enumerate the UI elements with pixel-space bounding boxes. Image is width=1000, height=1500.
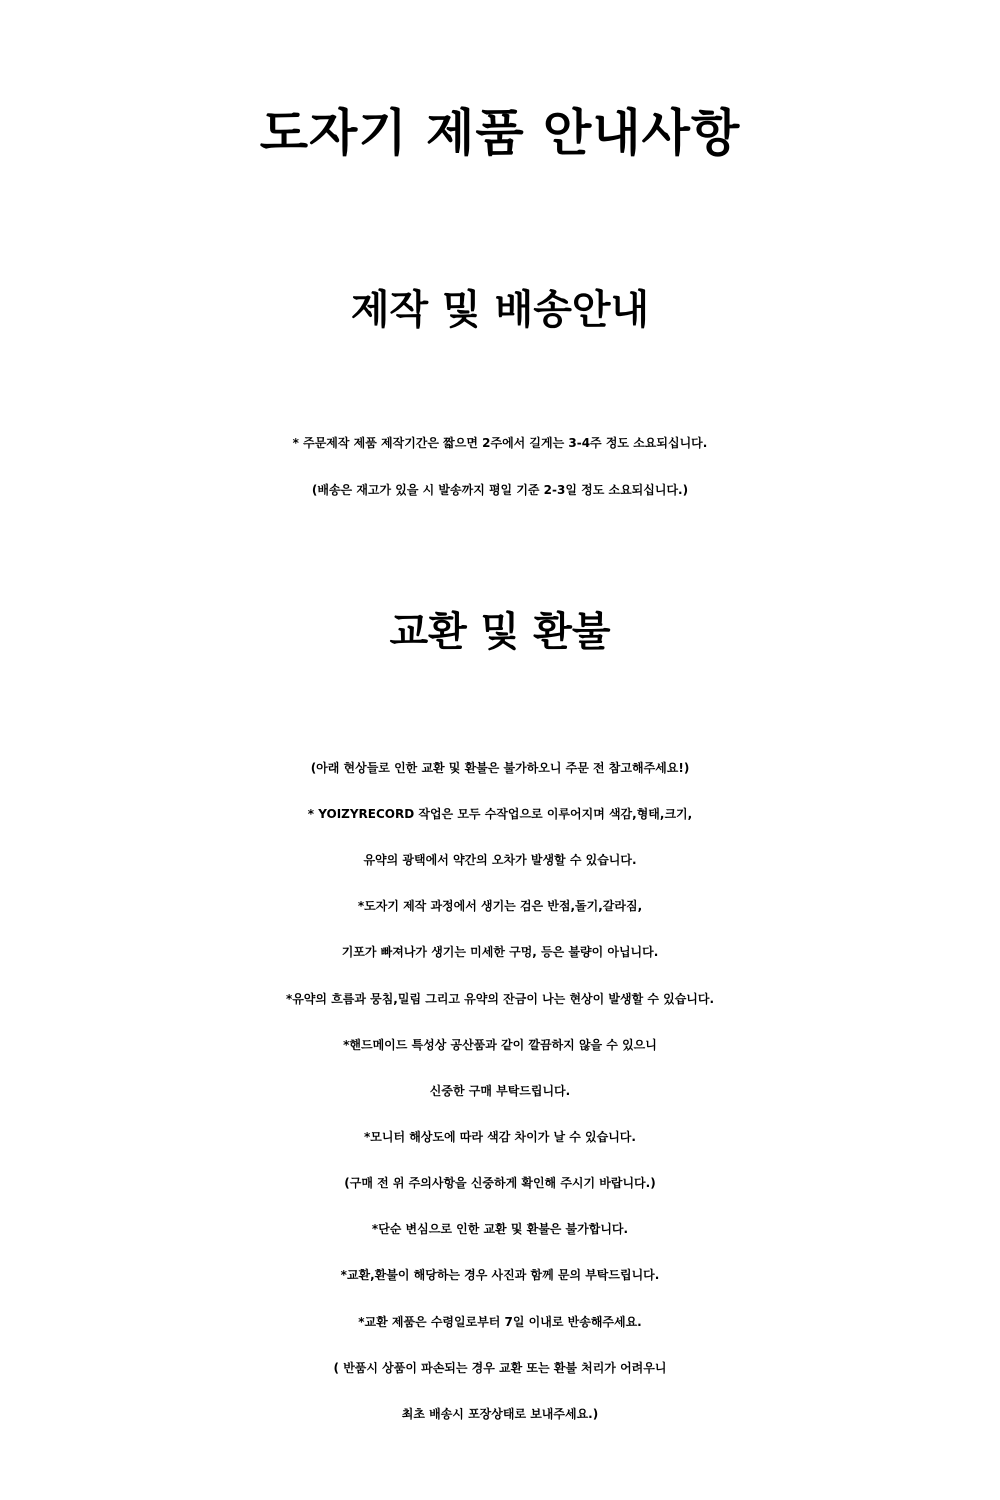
page-title: 도자기 제품 안내사항 <box>259 104 741 162</box>
exchange-line: * YOIZYRECORD 작업은 모두 수작업으로 이루어지며 색감,형태,크기, <box>307 807 693 821</box>
exchange-line: *모니터 해상도에 따라 색감 차이가 날 수 있습니다. <box>364 1130 636 1144</box>
exchange-line: 최초 배송시 포장상태로 보내주세요.) <box>401 1407 599 1421</box>
exchange-line: (구매 전 위 주의사항을 신중하게 확인해 주시기 바랍니다.) <box>344 1176 656 1190</box>
production-shipping-heading: 제작 및 배송안내 <box>350 287 650 333</box>
exchange-line: 기포가 빠져나가 생기는 미세한 구멍, 등은 불량이 아닙니다. <box>341 945 659 959</box>
exchange-line: ( 반품시 상품이 파손되는 경우 교환 또는 환불 처리가 어려우니 <box>333 1361 667 1375</box>
exchange-line: *핸드메이드 특성상 공산품과 같이 깔끔하지 않을 수 있으니 <box>343 1038 657 1052</box>
production-line: * 주문제작 제품 제작기간은 짧으면 2주에서 길게는 3-4주 정도 소요되십니다. <box>292 436 708 450</box>
exchange-line: (아래 현상들로 인한 교환 및 환불은 불가하오니 주문 전 참고해주세요!) <box>310 761 690 775</box>
exchange-line: *유약의 흐름과 뭉침,밀림 그리고 유약의 잔금이 나는 현상이 발생할 수 있습니다. <box>285 992 715 1006</box>
exchange-line: 신중한 구매 부탁드립니다. <box>429 1084 571 1098</box>
exchange-line: *단순 변심으로 인한 교환 및 환불은 불가합니다. <box>371 1222 629 1236</box>
exchange-line: *도자기 제작 과정에서 생기는 검은 반점,돌기,갈라짐, <box>357 899 643 913</box>
exchange-refund-heading: 교환 및 환불 <box>389 609 611 655</box>
exchange-line: *교환,환불이 해당하는 경우 사진과 함께 문의 부탁드립니다. <box>340 1268 660 1282</box>
exchange-line: *교환 제품은 수령일로부터 7일 이내로 반송해주세요. <box>358 1315 642 1329</box>
production-line: (배송은 재고가 있을 시 발송까지 평일 기준 2-3일 정도 소요되십니다.) <box>311 483 689 497</box>
exchange-line: 유약의 광택에서 약간의 오차가 발생할 수 있습니다. <box>363 853 637 867</box>
